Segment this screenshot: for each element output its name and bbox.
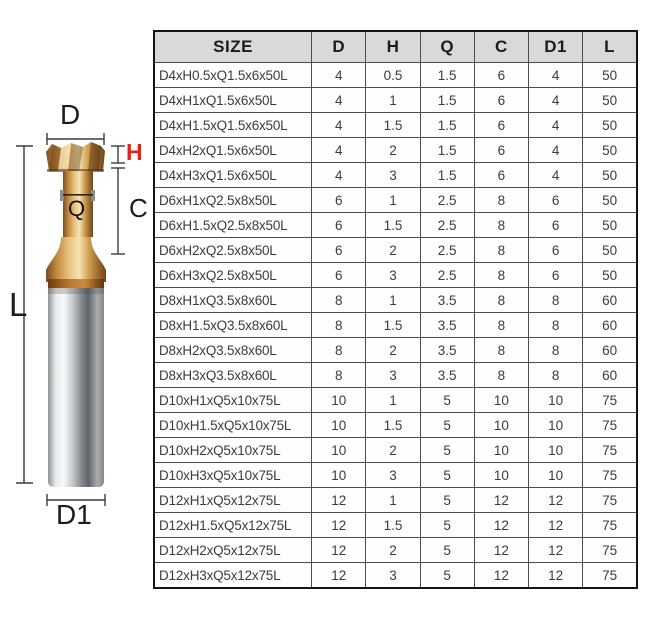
value-cell: 6: [474, 63, 528, 88]
value-cell: 1.5: [366, 513, 420, 538]
value-cell: 50: [583, 88, 637, 113]
value-cell: 12: [312, 538, 366, 563]
size-cell: D10xH2xQ5x10x75L: [154, 438, 312, 463]
value-cell: 6: [529, 188, 583, 213]
value-cell: 8: [474, 363, 528, 388]
value-cell: 3: [366, 263, 420, 288]
table-row: [154, 363, 637, 388]
value-cell: 6: [312, 213, 366, 238]
size-cell: D8xH1.5xQ3.5x8x60L: [154, 313, 312, 338]
value-cell: 10: [312, 388, 366, 413]
table-row: [154, 463, 637, 488]
value-cell: 1.5: [366, 213, 420, 238]
value-cell: 50: [583, 238, 637, 263]
column-header: D1: [529, 31, 583, 63]
size-cell: D6xH2xQ2.5x8x50L: [154, 238, 312, 263]
value-cell: 2.5: [420, 188, 474, 213]
value-cell: 60: [583, 313, 637, 338]
value-cell: 5: [420, 513, 474, 538]
value-cell: 12: [312, 513, 366, 538]
value-cell: 10: [474, 413, 528, 438]
value-cell: 50: [583, 138, 637, 163]
value-cell: 3.5: [420, 288, 474, 313]
size-cell: D8xH1xQ3.5x8x60L: [154, 288, 312, 313]
value-cell: 0.5: [366, 63, 420, 88]
value-cell: 8: [312, 363, 366, 388]
value-cell: 6: [312, 238, 366, 263]
value-cell: 10: [529, 438, 583, 463]
size-cell: D4xH0.5xQ1.5x6x50L: [154, 63, 312, 88]
size-cell: D12xH2xQ5x12x75L: [154, 538, 312, 563]
value-cell: 12: [474, 538, 528, 563]
value-cell: 4: [312, 113, 366, 138]
table-row: [154, 213, 637, 238]
value-cell: 75: [583, 413, 637, 438]
column-header: Q: [420, 31, 474, 63]
size-cell: D10xH1.5xQ5x10x75L: [154, 413, 312, 438]
value-cell: 60: [583, 288, 637, 313]
size-spec-table: [153, 30, 638, 589]
size-cell: D8xH2xQ3.5x8x60L: [154, 338, 312, 363]
dimension-label-q: Q: [68, 196, 86, 221]
table-body: [154, 63, 637, 589]
size-cell: D10xH3xQ5x10x75L: [154, 463, 312, 488]
table-head-row: [154, 31, 637, 63]
value-cell: 1.5: [366, 313, 420, 338]
tool-shank: [48, 288, 104, 487]
value-cell: 12: [474, 488, 528, 513]
value-cell: 4: [312, 63, 366, 88]
table-row: [154, 63, 637, 88]
table-row: [154, 88, 637, 113]
value-cell: 12: [529, 538, 583, 563]
value-cell: 10: [474, 388, 528, 413]
size-cell: D6xH1.5xQ2.5x8x50L: [154, 213, 312, 238]
value-cell: 4: [312, 163, 366, 188]
column-header: SIZE: [154, 31, 312, 63]
size-cell: D4xH3xQ1.5x6x50L: [154, 163, 312, 188]
value-cell: 5: [420, 488, 474, 513]
value-cell: 3: [366, 363, 420, 388]
value-cell: 3.5: [420, 313, 474, 338]
size-cell: D12xH1.5xQ5x12x75L: [154, 513, 312, 538]
value-cell: 4: [312, 88, 366, 113]
size-cell: D6xH1xQ2.5x8x50L: [154, 188, 312, 213]
size-cell: D4xH1.5xQ1.5x6x50L: [154, 113, 312, 138]
value-cell: 8: [474, 288, 528, 313]
size-cell: D6xH3xQ2.5x8x50L: [154, 263, 312, 288]
size-cell: D12xH3xQ5x12x75L: [154, 563, 312, 589]
value-cell: 4: [529, 88, 583, 113]
value-cell: 4: [312, 138, 366, 163]
value-cell: 10: [474, 438, 528, 463]
size-cell: D10xH1xQ5x10x75L: [154, 388, 312, 413]
column-header: H: [366, 31, 420, 63]
value-cell: 6: [529, 263, 583, 288]
value-cell: 60: [583, 338, 637, 363]
value-cell: 10: [312, 463, 366, 488]
value-cell: 12: [529, 488, 583, 513]
value-cell: 50: [583, 263, 637, 288]
table-row: [154, 488, 637, 513]
value-cell: 1: [366, 188, 420, 213]
tool-image: [0, 0, 160, 560]
value-cell: 12: [312, 563, 366, 589]
table-row: [154, 238, 637, 263]
table-row: [154, 263, 637, 288]
table-row: [154, 563, 637, 589]
value-cell: 8: [529, 288, 583, 313]
value-cell: 1.5: [420, 88, 474, 113]
value-cell: 10: [529, 463, 583, 488]
value-cell: 6: [312, 188, 366, 213]
dimension-label-l: L: [9, 286, 28, 323]
column-header: D: [312, 31, 366, 63]
value-cell: 1: [366, 288, 420, 313]
value-cell: 8: [474, 263, 528, 288]
value-cell: 75: [583, 538, 637, 563]
value-cell: 6: [474, 138, 528, 163]
value-cell: 2: [366, 238, 420, 263]
value-cell: 6: [474, 163, 528, 188]
table-row: [154, 538, 637, 563]
value-cell: 10: [529, 413, 583, 438]
value-cell: 50: [583, 213, 637, 238]
column-header: L: [583, 31, 637, 63]
size-cell: D4xH2xQ1.5x6x50L: [154, 138, 312, 163]
value-cell: 3: [366, 563, 420, 589]
value-cell: 12: [529, 513, 583, 538]
value-cell: 6: [474, 88, 528, 113]
value-cell: 10: [312, 438, 366, 463]
dimension-label-d1: D1: [56, 499, 92, 530]
value-cell: 8: [312, 288, 366, 313]
value-cell: 12: [312, 488, 366, 513]
dimension-label-h: H: [126, 139, 143, 165]
value-cell: 8: [529, 313, 583, 338]
table-row: [154, 388, 637, 413]
value-cell: 5: [420, 438, 474, 463]
table-row: [154, 413, 637, 438]
value-cell: 2.5: [420, 213, 474, 238]
tool-diagram: [0, 0, 160, 560]
value-cell: 1.5: [420, 163, 474, 188]
value-cell: 75: [583, 563, 637, 589]
value-cell: 75: [583, 438, 637, 463]
value-cell: 2.5: [420, 263, 474, 288]
value-cell: 60: [583, 363, 637, 388]
value-cell: 75: [583, 513, 637, 538]
value-cell: 2.5: [420, 238, 474, 263]
value-cell: 4: [529, 163, 583, 188]
value-cell: 6: [529, 238, 583, 263]
value-cell: 12: [474, 563, 528, 589]
value-cell: 6: [312, 263, 366, 288]
value-cell: 75: [583, 488, 637, 513]
value-cell: 1.5: [420, 138, 474, 163]
value-cell: 6: [474, 113, 528, 138]
table-row: [154, 188, 637, 213]
value-cell: 4: [529, 113, 583, 138]
table-row: [154, 338, 637, 363]
value-cell: 50: [583, 163, 637, 188]
table-row: [154, 288, 637, 313]
value-cell: 2: [366, 438, 420, 463]
cutter-neck: [46, 171, 106, 288]
value-cell: 3: [366, 163, 420, 188]
value-cell: 2: [366, 538, 420, 563]
value-cell: 50: [583, 63, 637, 88]
dimension-label-c: C: [129, 193, 148, 223]
value-cell: 1.5: [420, 63, 474, 88]
value-cell: 8: [529, 363, 583, 388]
table-row: [154, 113, 637, 138]
value-cell: 8: [474, 313, 528, 338]
size-cell: D12xH1xQ5x12x75L: [154, 488, 312, 513]
value-cell: 8: [312, 313, 366, 338]
value-cell: 12: [529, 563, 583, 589]
table-row: [154, 513, 637, 538]
value-cell: 8: [474, 238, 528, 263]
value-cell: 5: [420, 538, 474, 563]
value-cell: 8: [474, 188, 528, 213]
value-cell: 50: [583, 113, 637, 138]
size-cell: D8xH3xQ3.5x8x60L: [154, 363, 312, 388]
value-cell: 50: [583, 188, 637, 213]
column-header: C: [474, 31, 528, 63]
value-cell: 5: [420, 388, 474, 413]
value-cell: 3: [366, 463, 420, 488]
value-cell: 4: [529, 63, 583, 88]
value-cell: 1: [366, 488, 420, 513]
value-cell: 3.5: [420, 363, 474, 388]
size-cell: D4xH1xQ1.5x6x50L: [154, 88, 312, 113]
value-cell: 75: [583, 388, 637, 413]
dimension-label-d: D: [60, 99, 81, 130]
value-cell: 2: [366, 138, 420, 163]
value-cell: 6: [529, 213, 583, 238]
table-row: [154, 313, 637, 338]
value-cell: 1: [366, 88, 420, 113]
cutter-head: [46, 142, 105, 172]
value-cell: 8: [474, 338, 528, 363]
value-cell: 5: [420, 463, 474, 488]
value-cell: 10: [312, 413, 366, 438]
value-cell: 1.5: [420, 113, 474, 138]
value-cell: 75: [583, 463, 637, 488]
value-cell: 8: [529, 338, 583, 363]
value-cell: 4: [529, 138, 583, 163]
value-cell: 3.5: [420, 338, 474, 363]
value-cell: 10: [474, 463, 528, 488]
value-cell: 8: [474, 213, 528, 238]
value-cell: 8: [312, 338, 366, 363]
value-cell: 12: [474, 513, 528, 538]
table-row: [154, 438, 637, 463]
value-cell: 1: [366, 388, 420, 413]
value-cell: 1.5: [366, 113, 420, 138]
value-cell: 5: [420, 413, 474, 438]
value-cell: 10: [529, 388, 583, 413]
value-cell: 2: [366, 338, 420, 363]
table-row: [154, 138, 637, 163]
table-row: [154, 163, 637, 188]
value-cell: 1.5: [366, 413, 420, 438]
value-cell: 5: [420, 563, 474, 589]
